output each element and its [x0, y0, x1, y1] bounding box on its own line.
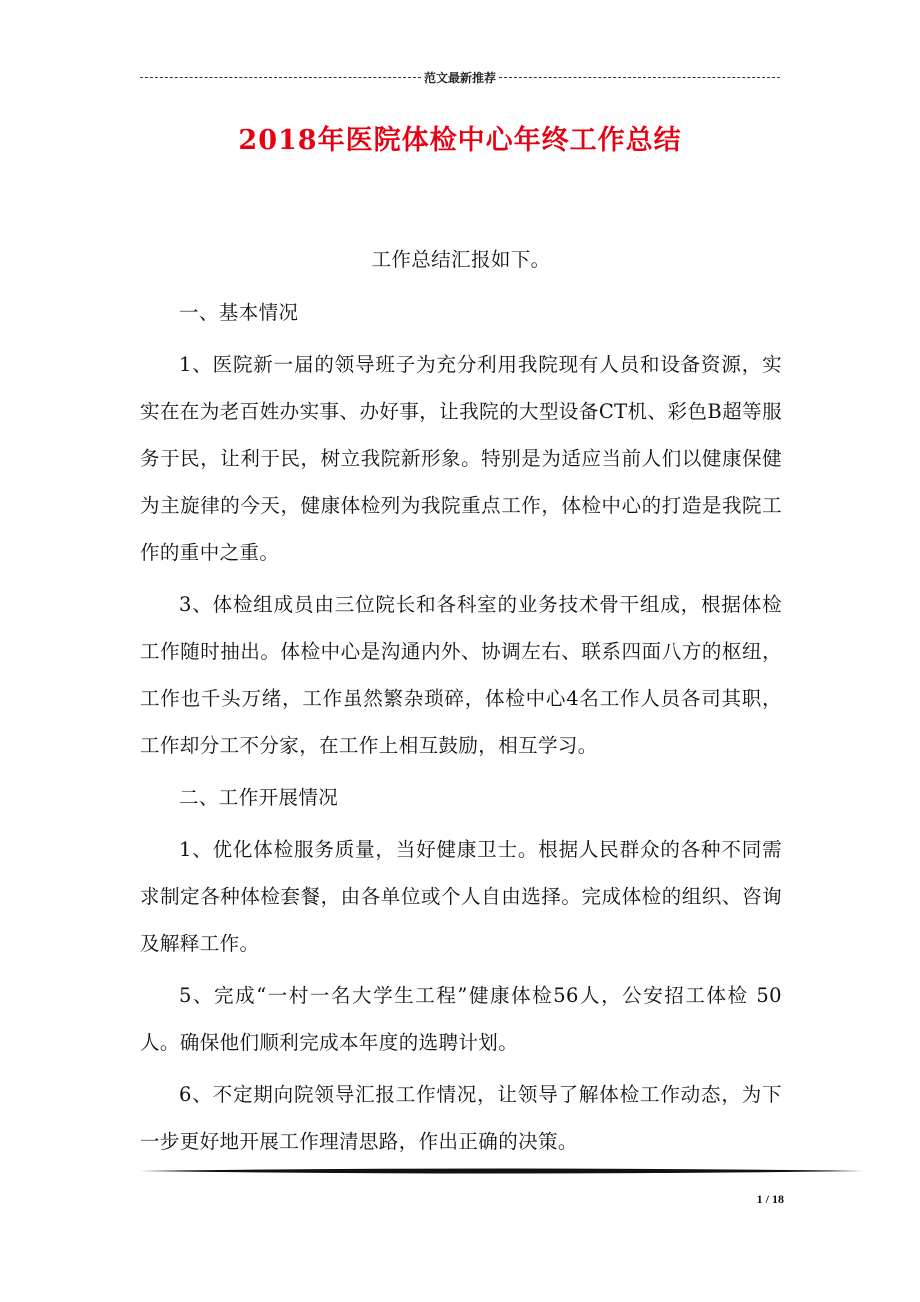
- document-body: [140, 236, 782, 1165]
- paragraph: 1、医院新一届的领导班子为充分利用我院现有人员和设备资源，实实在在为老百姓办实事、办好事，让我院的大型设备CT机、彩色B超等服务于民，让利于民，树立我院新形象。特别是为适应当前人们以健康保健为主旋律的今天，健康体检列为我院重点工作，体检中心的打造是我院工作的重中之重。: [140, 353, 782, 564]
- section-heading-work: 二、工作开展情况: [179, 786, 339, 809]
- paragraph: 5、完成“一村一名大学生工程”健康体检56人，公安招工体检 50人。确保他们顺利完成本年度的选聘计划。: [140, 984, 782, 1054]
- section-heading-basic: 一、基本情况: [179, 301, 299, 324]
- header-dash-left: [140, 77, 421, 78]
- intro-line: 工作总结汇报如下。: [371, 248, 551, 271]
- page-number: 1 / 18: [756, 1192, 784, 1206]
- header-dash-right: [499, 77, 780, 78]
- page-header: [140, 66, 780, 88]
- paragraph: 1、优化体检服务质量，当好健康卫士。根据人民群众的各种不同需求制定各种体检套餐，由各单位或个人自由选择。完成体检的组织、咨询及解释工作。: [140, 838, 782, 955]
- footer-rule: [140, 1167, 864, 1175]
- paragraph: 6、不定期向院领导汇报工作情况，让领导了解体检工作动态，为下一步更好地开展工作理清思路，作出正确的决策。: [140, 1083, 782, 1153]
- document-title: 2018年医院体检中心年终工作总结: [238, 125, 682, 156]
- paragraph: 3、体检组成员由三位院长和各科室的业务技术骨干组成，根据体检工作随时抽出。体检中心是沟通内外、协调左右、联系四面八方的枢纽，工作也千头万绪，工作虽然繁杂琐碎，体检中心4名工作人员各司其职，工作却分工不分家，在工作上相互鼓励，相互学习。: [140, 593, 782, 757]
- header-label: 范文最新推荐: [424, 70, 497, 85]
